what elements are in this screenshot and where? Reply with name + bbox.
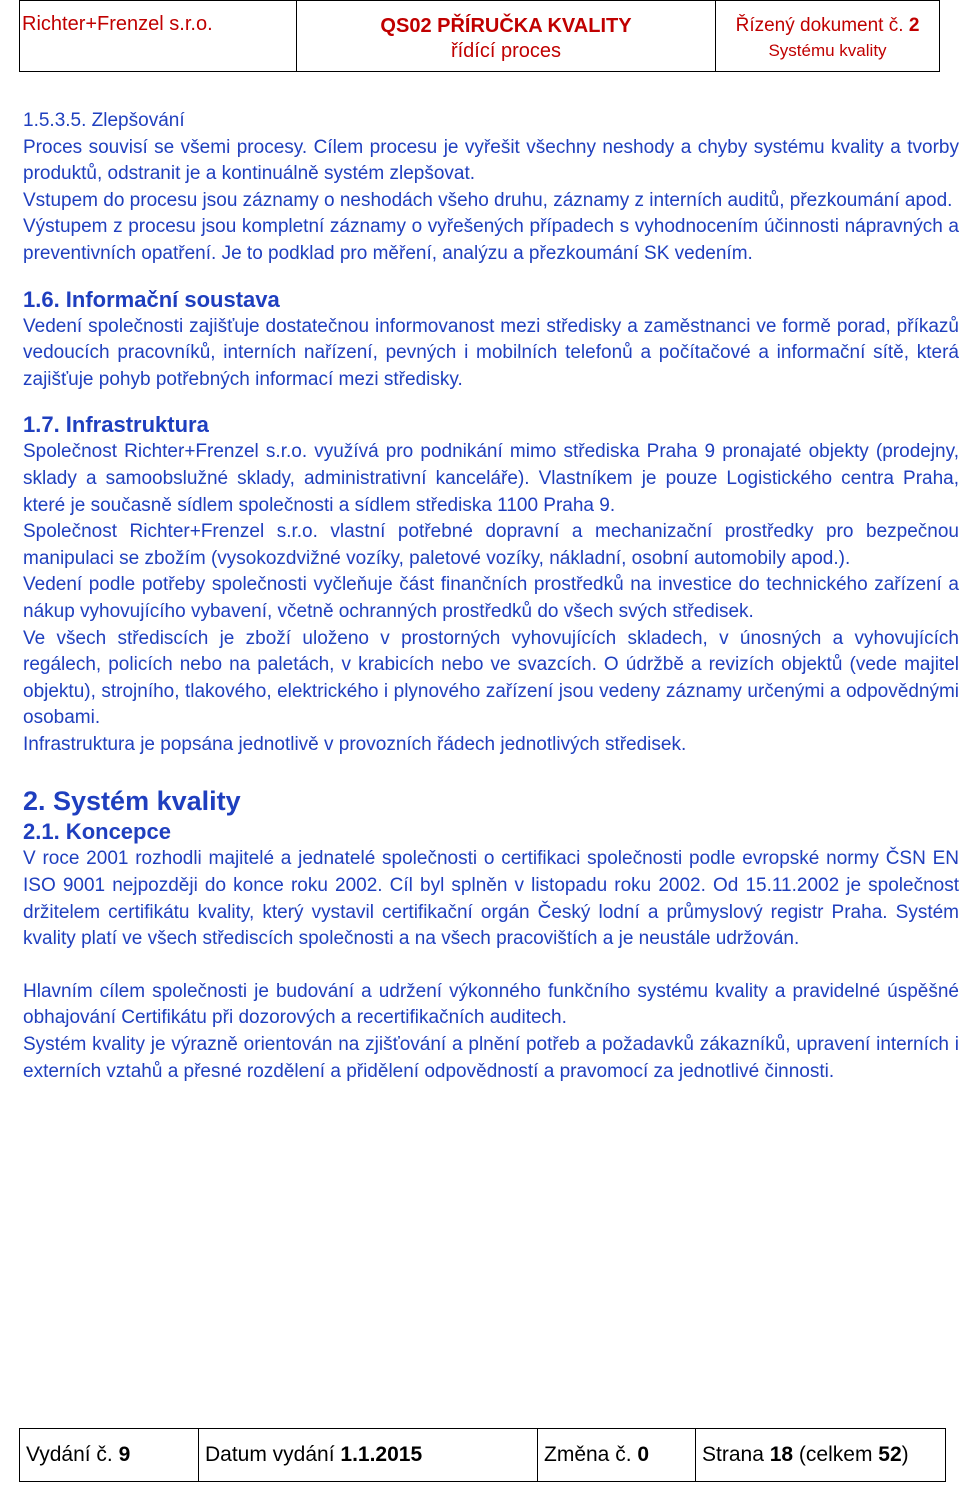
heading-17: 1.7. Infrastruktura: [23, 412, 209, 438]
doc-label: Řízený dokument č.: [735, 15, 904, 36]
paragraph: Systém kvality je výrazně orientován na zjišťování a plnění potřeb a požadavků zákazníků, upravení interních i externích vztahů a přesné rozdělení a přidělení odpovědností a pravomocí za jednotlivé činnosti.: [23, 1034, 959, 1082]
paragraph: Společnost Richter+Frenzel s.r.o. využívá pro podnikání mimo střediska Praha 9 pronajaté objekty (prodejny, sklady a samoobslužné sklady, administrativní kanceláře). Vlastníkem je pouze Logistického centra Praha, které je současně sídlem společnosti a sídlem střediska 1100 Praha 9.: [23, 441, 959, 516]
paragraph: Infrastruktura je popsána jednotlivě v provozních řádech jednotlivých středisek.: [23, 733, 687, 755]
page-number: 18: [769, 1443, 794, 1466]
heading-1535: 1.5.3.5. Zlepšování: [23, 110, 185, 131]
manual-title: QS02 PŘÍRUČKA KVALITY: [380, 15, 632, 37]
header-title-cell: [297, 1, 715, 71]
paragraph: Výstupem z procesu jsou kompletní záznamy o vyřešených případech s vyhodnocením účinnosti nápravných a preventivních opatření. Je to podklad pro měření, analýzu a přezkoumání SK vedením.: [23, 216, 959, 264]
doc-subtitle: Systému kvality: [768, 41, 887, 60]
date-label: Datum vydání: [205, 1443, 335, 1466]
manual-subtitle: řídící proces: [450, 40, 562, 62]
footer-page: [696, 1429, 945, 1481]
edition-label: Vydání č.: [26, 1443, 113, 1466]
header-company-cell: [20, 1, 296, 71]
total-label: (celkem: [798, 1443, 873, 1466]
date-value: 1.1.2015: [340, 1443, 423, 1466]
heading-2: 2. Systém kvality: [23, 786, 241, 817]
total-close: ): [901, 1443, 909, 1466]
total-pages: 52: [878, 1443, 902, 1466]
paragraph: Ve všech střediscích je zboží uloženo v prostorných vyhovujících skladech, v únosných a vyhovujících regálech, policích nebo na paletách, v krabicích nebo ve svazcích. O údržbě a revizích objektů (vede majitel objektu), strojního, tlakového, elektrického i plynového zařízení jsou vedeny záznamy určenými a odpovědnými osobami.: [23, 627, 959, 729]
page-header: [19, 0, 940, 72]
heading-21: 2.1. Koncepce: [23, 819, 171, 845]
edition-value: 9: [118, 1443, 131, 1466]
change-value: 0: [637, 1443, 650, 1466]
header-doc-cell: [716, 1, 939, 71]
footer-edition: [20, 1429, 198, 1481]
doc-label-line: [716, 13, 939, 39]
change-label: Změna č.: [544, 1443, 632, 1466]
footer-change: [538, 1429, 695, 1481]
footer-date: [199, 1429, 537, 1481]
paragraph: V roce 2001 rozhodli majitelé a jednatelé společnosti o certifikaci společnosti podle evropské normy ČSN EN ISO 9001 nejpozději do konce roku 2002. Cíl byl splněn v listopadu roku 2002. Od 15.11.2002 je společnost držitelem certifikátu kvality, který vystavil certifikační orgán Český lodní a průmyslový registr Praha. Systém kvality platí ve všech střediscích společnosti a na všech pracovištích a je neustále udržován.: [23, 848, 959, 950]
page-label: Strana: [702, 1443, 764, 1466]
paragraph: Vedení společnosti zajišťuje dostatečnou informovanost mezi středisky a zaměstnanci ve formě porad, příkazů vedoucích pracovníků, interních nařízení, pevných i mobilních telefonů a počítačové a informační sítě, která zajišťuje pohyb potřebných informací mezi středisky.: [23, 315, 959, 390]
paragraph: Hlavním cílem společnosti je budování a udržení výkonného funkčního systému kvality a pravidelné úspěšné obhajování Certifikátu při dozorových a recertifikačních auditech.: [23, 980, 959, 1029]
heading-16: 1.6. Informační soustava: [23, 286, 280, 312]
paragraph: Vstupem do procesu jsou záznamy o neshodách všeho druhu, záznamy z interních auditů, přezkoumání apod.: [23, 189, 953, 211]
header-company: Richter+Frenzel s.r.o.: [22, 13, 213, 35]
paragraph: Vedení podle potřeby společnosti vyčleňuje část finančních prostředků na investice do technického zařízení a nákup vyhovujícího vybavení, včetně ochranných prostředků do všech svých středisek.: [23, 574, 959, 622]
paragraph: Proces souvisí se všemi procesy. Cílem procesu je vyřešit všechny neshody a chyby systému kvality a tvorby produktů, odstranit je a kontinuálně systém zlepšovat.: [23, 136, 959, 185]
paragraph: Společnost Richter+Frenzel s.r.o. vlastní potřebné dopravní a mechanizační prostředky pro bezpečnou manipulaci se zbožím (vysokozdvižné vozíky, paletové vozíky, nákladní, osobní automobily apod.).: [23, 521, 959, 569]
document-body: [23, 108, 959, 1085]
page-footer: [19, 1428, 946, 1482]
doc-number: 2: [908, 15, 920, 36]
